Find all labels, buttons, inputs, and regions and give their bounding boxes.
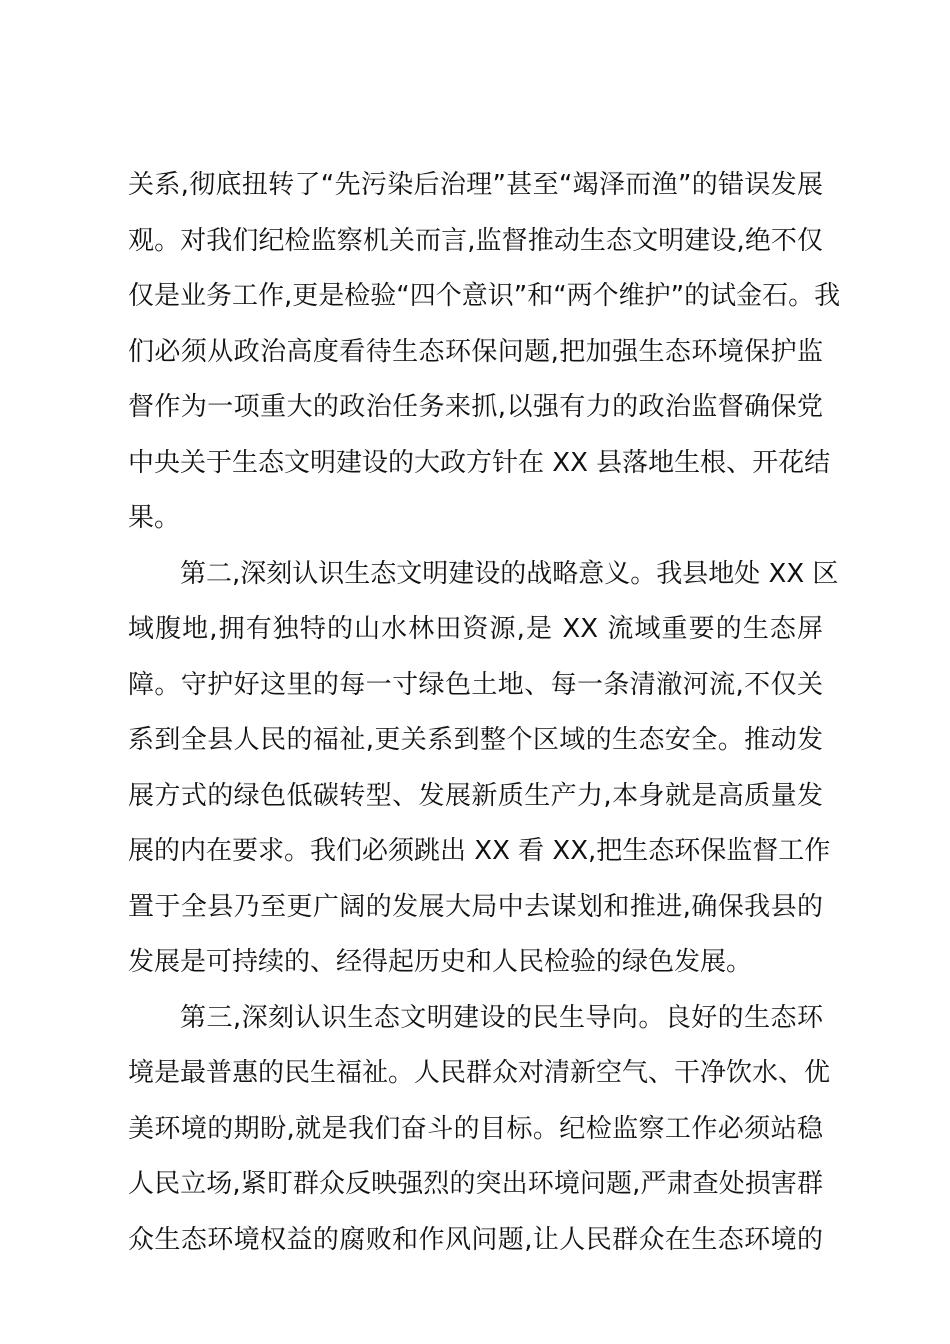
text-line: 众生态环境权益的腐败和作风问题,让人民群众在生态环境的 (128, 1224, 823, 1255)
text-line: 关系,彻底扭转了“先污染后治理”甚至“竭泽而渔”的错误发展 (128, 170, 823, 200)
text-line: 们必须从政治高度看待生态环保问题,把加强生态环境保护监 (128, 336, 823, 367)
text-line: 境是最普惠的民生福祉。人民群众对清新空气、干净饮水、优 (128, 1058, 831, 1088)
text-line: 人民立场,紧盯群众反映强烈的突出环境问题,严肃查处损害群 (128, 1169, 823, 1199)
text-line: 第三,深刻认识生态文明建设的民生导向。良好的生态环 (180, 1002, 823, 1033)
text-line: 发展是可持续的、经得起历史和人民检验的绿色发展。 (128, 947, 753, 977)
text-line: 督作为一项重大的政治任务来抓,以强有力的政治监督确保党 (128, 392, 823, 422)
text-line: 中央关于生态文明建设的大政方针在 XX 县落地生根、开花结 (128, 447, 831, 478)
text-line: 置于全县乃至更广阔的发展大局中去谋划和推进,确保我县的 (128, 891, 823, 922)
text-line: 障。守护好这里的每一寸绿色土地、每一条清澈河流,不仅关 (128, 669, 823, 700)
document-page (128, 164, 841, 1274)
text-line: 展方式的绿色低碳转型、发展新质生产力,本身就是高质量发 (128, 780, 823, 811)
text-line: 仅是业务工作,更是检验“四个意识”和“两个维护”的试金石。我 (128, 281, 841, 311)
text-line: 域腹地,拥有独特的山水林田资源,是 XX 流域重要的生态屏 (128, 614, 823, 644)
paragraph-2 (128, 553, 839, 997)
text-line: 展的内在要求。我们必须跳出 XX 看 XX,把生态环保监督工作 (128, 836, 831, 866)
text-line: 观。对我们纪检监察机关而言,监督推动生态文明建设,绝不仅 (128, 225, 823, 256)
paragraph-3 (128, 997, 831, 1275)
text-line: 系到全县人民的福祉,更关系到整个区域的生态安全。推动发 (128, 725, 823, 755)
paragraph-1 (128, 164, 841, 553)
text-line: 美环境的期盼,就是我们奋斗的目标。纪检监察工作必须站稳 (128, 1113, 823, 1144)
text-line: 果。 (128, 503, 181, 533)
text-line: 第二,深刻认识生态文明建设的战略意义。我县地处 XX 区 (180, 558, 839, 589)
